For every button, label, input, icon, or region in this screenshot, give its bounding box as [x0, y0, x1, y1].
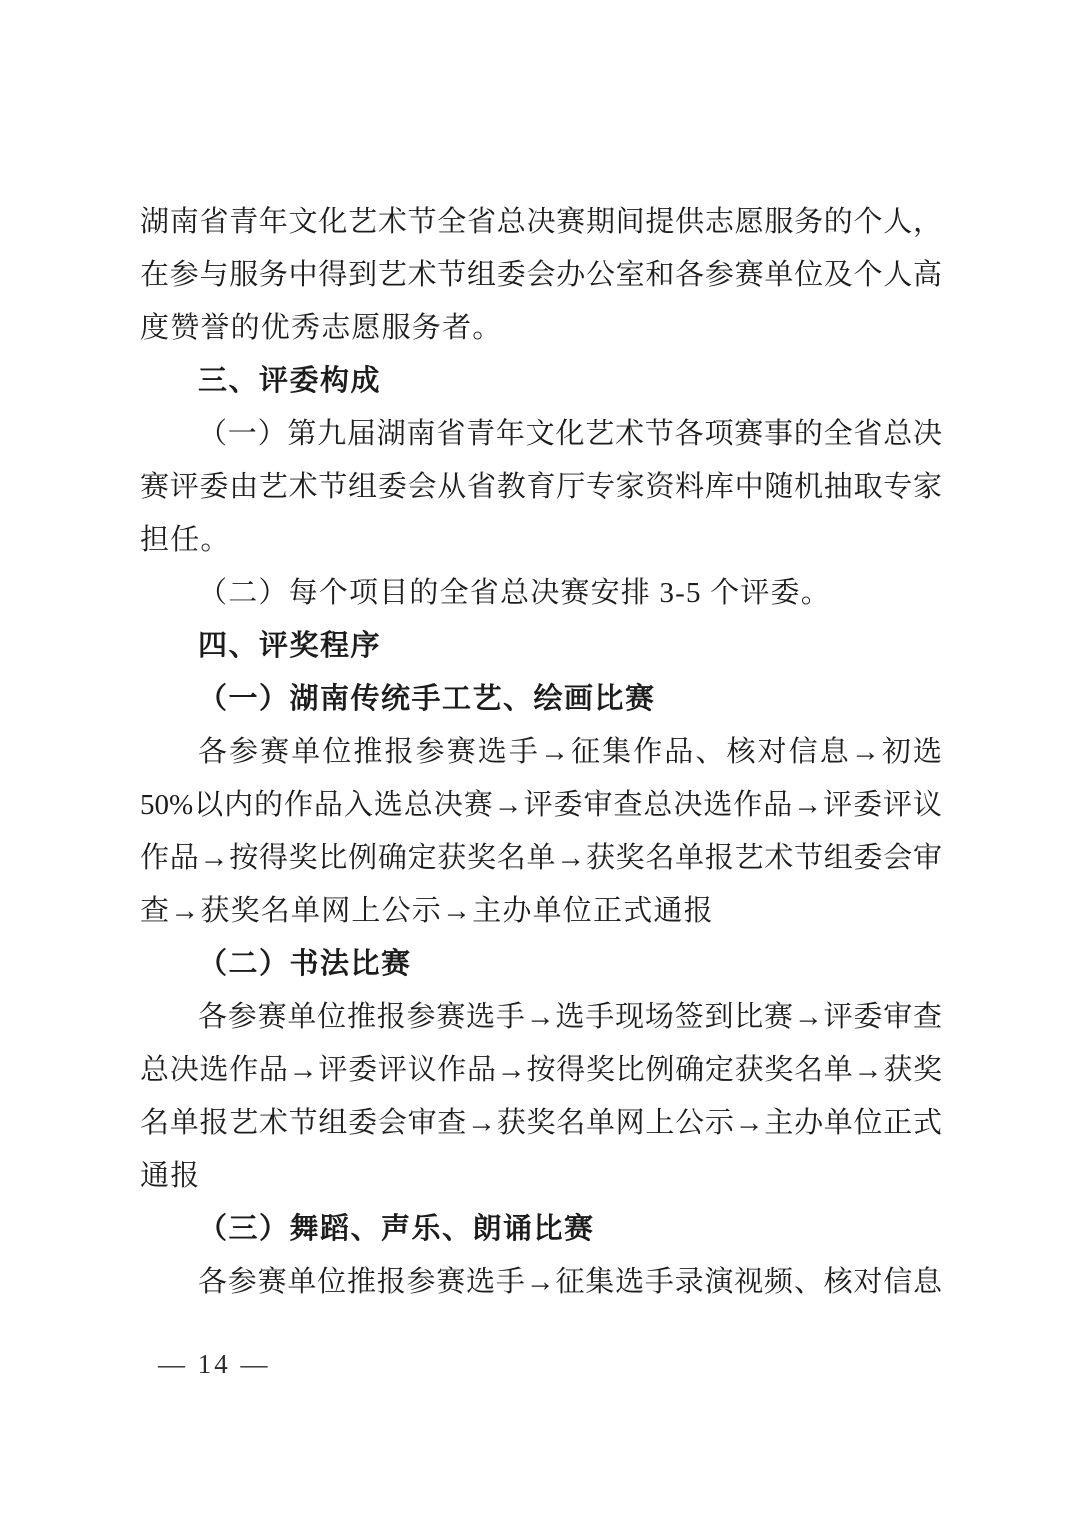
document-line-body: 赛评委由艺术节组委会从省教育厅专家资料库中随机抽取专家: [140, 471, 942, 503]
document-line-body: 查→获奖名单网上公示→主办单位正式通报: [140, 895, 714, 927]
document-line-subheading: （三）舞蹈、声乐、朗诵比赛: [198, 1213, 595, 1245]
document-line-body: 通报: [140, 1160, 201, 1192]
document-line-body: 担任。: [140, 524, 231, 556]
document-line-body: 各参赛单位推报参赛选手→征集选手录演视频、核对信息: [198, 1266, 942, 1298]
document-line-body: 湖南省青年文化艺术节全省总决赛期间提供志愿服务的个人，: [140, 206, 942, 238]
document-line-subheading: （一）湖南传统手工艺、绘画比赛: [198, 683, 656, 715]
document-line-heading: 四、评奖程序: [198, 630, 382, 662]
document-line-body: （一）第九届湖南省青年文化艺术节各项赛事的全省总决: [198, 418, 942, 450]
document-line-body: 作品→按得奖比例确定获奖名单→获奖名单报艺术节组委会审: [140, 842, 942, 874]
document-line-body: 名单报艺术节组委会审查→获奖名单网上公示→主办单位正式: [140, 1107, 942, 1139]
document-line-heading: 三、评委构成: [198, 365, 382, 397]
document-line-body: （二）每个项目的全省总决赛安排 3-5 个评委。: [198, 577, 831, 609]
document-line-body: 50%以内的作品入选总决赛→评委审查总决选作品→评委评议: [140, 789, 942, 821]
document-body: [140, 196, 942, 1309]
document-line-body: 在参与服务中得到艺术节组委会办公室和各参赛单位及个人高: [140, 259, 942, 291]
document-line-subheading: （二）书法比赛: [198, 948, 412, 980]
document-line-body: 各参赛单位推报参赛选手→选手现场签到比赛→评委审查: [198, 1001, 942, 1033]
footer-page-number: — 14 —: [158, 1349, 271, 1379]
document-line-body: 总决选作品→评委评议作品→按得奖比例确定获奖名单→获奖: [140, 1054, 942, 1086]
document-line-body: 各参赛单位推报参赛选手→征集作品、核对信息→初选: [198, 736, 942, 768]
document-line-body: 度赞誉的优秀志愿服务者。: [140, 312, 503, 344]
